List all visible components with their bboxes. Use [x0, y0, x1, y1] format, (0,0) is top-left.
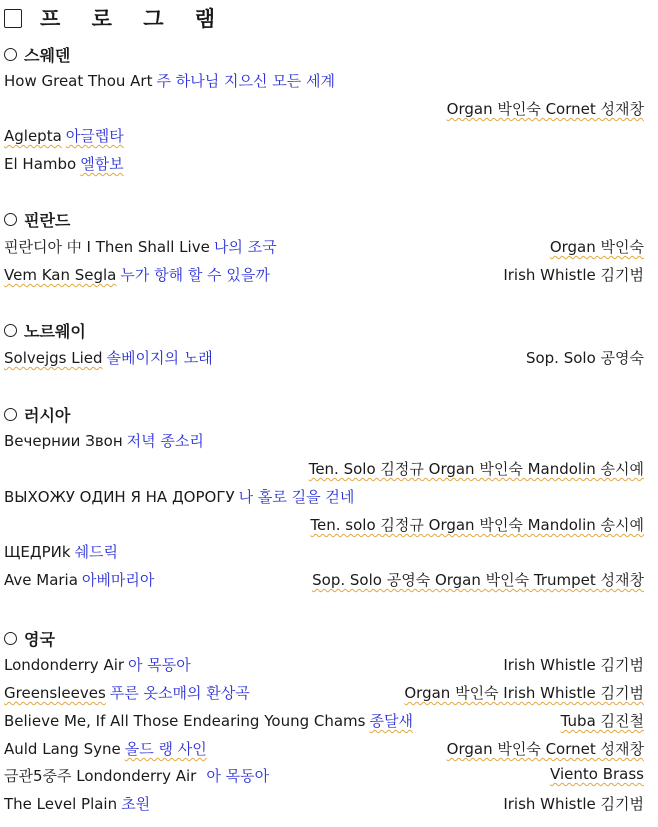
program-row [4, 541, 644, 563]
piece-original-title: Aglepta [4, 127, 62, 145]
piece-original-title: The Level Plain [4, 795, 118, 813]
piece-original-title: Londonderry Air [4, 656, 125, 674]
piece-korean-title: 주 하나님 지으신 모든 세계 [156, 72, 335, 90]
piece-original-title: Vem Kan Segla [4, 266, 117, 284]
piece-korean-title: 푸른 옷소매의 환상곡 [109, 684, 250, 702]
circle-bullet-icon [4, 48, 17, 61]
piece-korean-title: 올드 랭 사인 [124, 740, 207, 758]
performers: Organ 박인숙 Cornet 성재창 [446, 100, 644, 118]
piece-title [4, 486, 354, 507]
piece-korean-title: 나 홀로 길을 걷네 [238, 488, 355, 506]
piece-korean-title: 아 목동아 [128, 656, 191, 674]
piece-original-title: ЩЕДРИk [4, 543, 71, 561]
circle-bullet-icon [4, 408, 17, 421]
piece-korean-title: 엘함보 [80, 155, 124, 173]
program-title [4, 5, 227, 31]
piece-title [4, 236, 277, 257]
piece-korean-title: 종달새 [369, 712, 413, 730]
piece-title [4, 264, 270, 285]
piece-original-title: Auld Lang Syne [4, 740, 121, 758]
section-heading-text: 핀란드 [24, 211, 71, 230]
piece-title [4, 710, 413, 731]
piece-original-title: Greensleeves [4, 684, 106, 702]
performers: Ten. Solo 김정규 Organ 박인숙 Mandolin 송시예 [308, 460, 644, 478]
piece-original-title: Ave Maria [4, 571, 78, 589]
piece-original-title: Believe Me, If All Those Endearing Young Chams [4, 712, 366, 730]
piece-title [4, 347, 213, 368]
piece-title [4, 569, 154, 590]
piece-title [4, 654, 191, 675]
performers: Organ 박인숙 Cornet 성재창 [446, 740, 644, 758]
piece-korean-title: 저녁 종소리 [126, 432, 204, 450]
checkbox-icon [4, 9, 22, 28]
piece-korean-title: 초원 [121, 795, 151, 813]
program-row [4, 569, 644, 591]
program-row [4, 738, 644, 760]
program-row [4, 236, 644, 258]
circle-bullet-icon [4, 324, 17, 337]
program-row [4, 153, 644, 175]
piece-title [4, 793, 150, 814]
program-row [4, 347, 644, 369]
piece-title [4, 430, 204, 451]
section-heading-sweden [4, 43, 70, 66]
performers: Sop. Solo 공영숙 Organ 박인숙 Trumpet 성재창 [312, 571, 644, 589]
piece-original-title: 핀란디아 中 I Then Shall Live [4, 238, 210, 256]
program-row [4, 514, 644, 536]
performers: Sop. Solo 공영숙 [525, 349, 644, 367]
piece-title [4, 765, 269, 786]
piece-korean-title: 아 목동아 [206, 767, 270, 785]
piece-title [4, 541, 118, 562]
performers: Organ 박인숙 [549, 238, 644, 256]
piece-title [4, 70, 335, 91]
piece-original-title: 금관5중주 Londonderry Air [4, 767, 197, 785]
piece-title [4, 125, 124, 146]
piece-korean-title: 솔베이지의 노래 [106, 349, 213, 367]
circle-bullet-icon [4, 632, 17, 645]
section-heading-text: 노르웨이 [24, 322, 86, 341]
piece-original-title: Solvejgs Lied [4, 349, 103, 367]
performers: Tuba 김진철 [560, 712, 644, 730]
program-row [4, 765, 644, 787]
section-heading-text: 러시아 [24, 406, 71, 425]
piece-original-title: How Great Thou Art [4, 72, 153, 90]
circle-bullet-icon [4, 213, 17, 226]
piece-original-title: El Hambo [4, 155, 77, 173]
piece-korean-title: 나의 조국 [213, 238, 277, 256]
program-row [4, 98, 644, 120]
program-row [4, 654, 644, 676]
performers: Irish Whistle 김기범 [503, 266, 644, 284]
program-row [4, 682, 644, 704]
section-heading-finland [4, 208, 70, 231]
section-heading-norway [4, 319, 86, 342]
program-row [4, 125, 644, 147]
program-row [4, 458, 644, 480]
piece-korean-title: 누가 항해 할 수 있을까 [120, 266, 270, 284]
program-title-text: 프 로 그 램 [40, 6, 228, 31]
section-heading-text: 영국 [24, 630, 55, 649]
piece-title [4, 682, 250, 703]
performers: Irish Whistle 김기범 [503, 795, 644, 813]
piece-original-title: ВЫХОЖУ ОДИН Я НА ДОРОГУ [4, 488, 235, 506]
piece-korean-title: 아글렙타 [65, 127, 124, 145]
program-row [4, 264, 644, 286]
program-row [4, 793, 644, 815]
piece-title [4, 738, 207, 759]
program-row [4, 70, 644, 92]
program-row [4, 430, 644, 452]
performers: Ten. solo 김정규 Organ 박인숙 Mandolin 송시예 [310, 516, 644, 534]
performers: Irish Whistle 김기범 [503, 656, 644, 674]
section-heading-uk [4, 627, 55, 650]
performers: Organ 박인숙 Irish Whistle 김기범 [404, 684, 644, 702]
piece-korean-title: 쉐드릭 [74, 543, 119, 561]
program-row [4, 710, 644, 732]
piece-title [4, 153, 124, 174]
piece-original-title: Вечернии Звон [4, 432, 123, 450]
program-row [4, 486, 644, 508]
performers: Viento Brass [550, 765, 644, 783]
section-heading-russia [4, 403, 70, 426]
piece-korean-title: 아베마리아 [81, 571, 155, 589]
section-heading-text: 스웨덴 [24, 46, 71, 65]
